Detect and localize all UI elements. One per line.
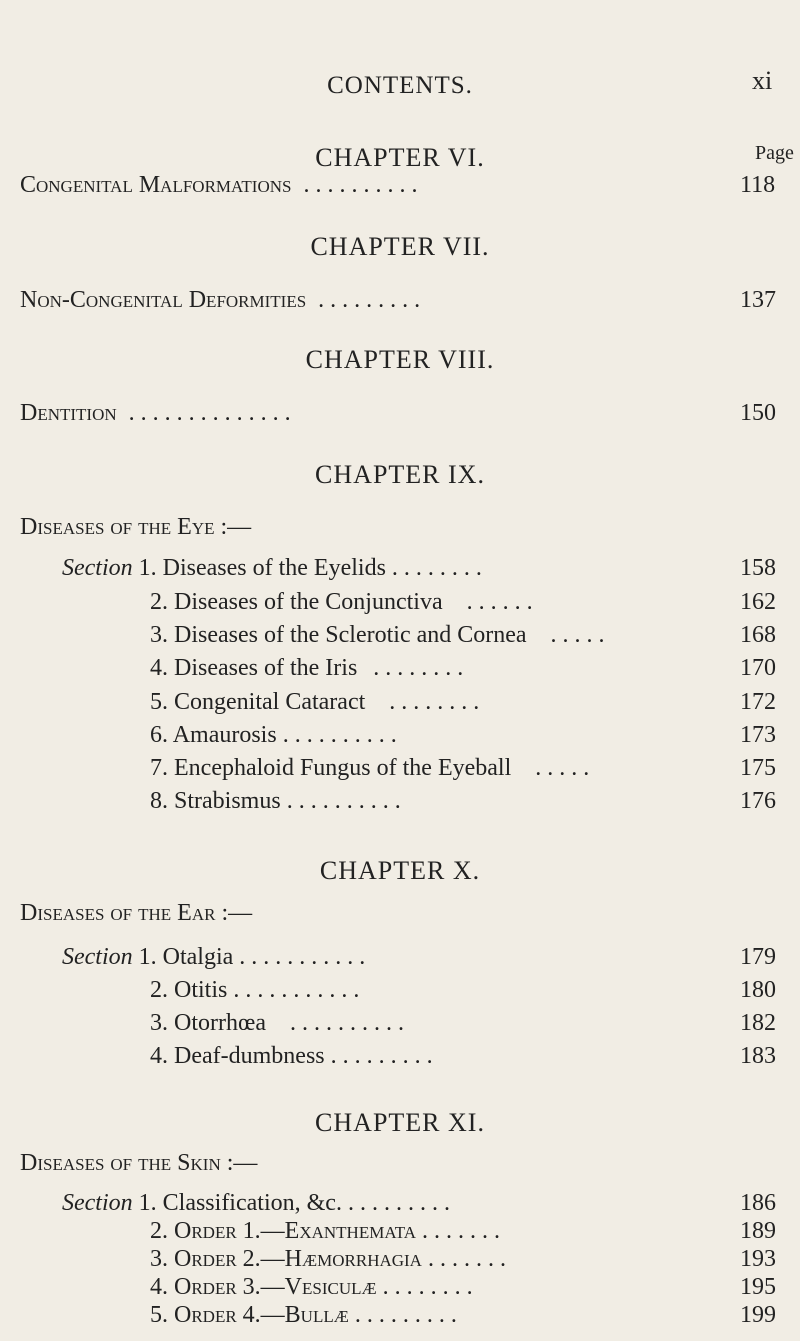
section-entry (62, 1190, 450, 1217)
leader-dots: . . . . . . . . (391, 555, 482, 581)
entry-page-number: 183 (740, 1043, 776, 1069)
entry-page-number: 186 (740, 1190, 776, 1216)
entry-page-number: 173 (740, 722, 776, 748)
entry-title: Non-Congenital Deformities (20, 287, 307, 313)
leader-dots: . . . . . . . . . (318, 287, 421, 313)
entry-page-number: 199 (740, 1302, 776, 1328)
section-entry (150, 1246, 506, 1273)
chapter-heading: CHAPTER X. (319, 856, 481, 885)
chapter-heading: CHAPTER VI. (315, 143, 485, 172)
leader-dots: . . . . . . . . (382, 1274, 473, 1300)
entry-page-number: 176 (740, 788, 776, 814)
section-label: Section (62, 1190, 133, 1216)
chapter-heading: CHAPTER IX. (315, 460, 485, 489)
entry-page-number: 150 (740, 400, 776, 426)
leader-dots: . . . . . . . . . . (303, 172, 418, 198)
entry-page-number: 162 (740, 589, 776, 615)
section-title: Order 4.—Bullæ (174, 1302, 349, 1328)
toc-entry (20, 287, 420, 314)
entry-page-number: 175 (740, 755, 776, 781)
section-entry: 8. Strabismus . . . . . . . . . . (150, 788, 401, 814)
leader-dots: . . . . . . . . . . . (233, 977, 360, 1003)
entry-page-number: 118 (740, 172, 776, 198)
section-entry: 3. Diseases of the Sclerotic and Cornea . . . . . (150, 622, 605, 648)
leader-dots: . . . . . . . . . (330, 1043, 433, 1069)
section-entry: 4. Diseases of the Iris . . . . . . . . (150, 655, 464, 681)
page-column-label: Page (755, 142, 794, 164)
section-title: Order 1.—Exanthemata (174, 1218, 417, 1244)
entry-page-number: 179 (740, 944, 776, 970)
section-entry (150, 1218, 500, 1245)
entry-page-number: 158 (740, 555, 776, 581)
leader-dots: . . . . . . . . . (347, 1190, 450, 1216)
chapter-heading: CHAPTER XI. (315, 1108, 485, 1137)
section-entry: 5. Congenital Cataract . . . . . . . . (150, 689, 480, 715)
entry-page-number: 193 (740, 1246, 776, 1272)
section-entry: 2. Otitis . . . . . . . . . . . (150, 977, 360, 1003)
leader-dots: . . . . . . . . (389, 689, 480, 715)
entry-page-number: 182 (740, 1010, 776, 1036)
entry-title: Congenital Malformations (20, 172, 292, 198)
section-number: 2. (150, 1218, 168, 1244)
section-number: 3. (150, 1246, 168, 1272)
section-entry (150, 1302, 457, 1329)
entry-page-number: 172 (740, 689, 776, 715)
chapter-subject: Diseases of the Eye :— (20, 514, 252, 540)
entry-page-number: 180 (740, 977, 776, 1003)
leader-dots: . . . . . . . (427, 1246, 506, 1272)
toc-entry (20, 172, 417, 199)
leader-dots: . . . . . . . . . . . (239, 944, 366, 970)
entry-page-number: 195 (740, 1274, 776, 1300)
leader-dots: . . . . . . (466, 589, 533, 615)
leader-dots: . . . . . . . . . . (289, 1010, 404, 1036)
section-entry: 6. Amaurosis . . . . . . . . . . (150, 722, 397, 748)
leader-dots: . . . . . . . . . . (286, 788, 401, 814)
entry-page-number: 170 (740, 655, 776, 681)
chapter-heading: CHAPTER VIII. (305, 345, 495, 374)
leader-dots: . . . . . . . . . (354, 1302, 457, 1328)
leader-dots: . . . . . . . (422, 1218, 501, 1244)
section-title: Order 2.—Hæmorrhagia (174, 1246, 422, 1272)
leader-dots: . . . . . . . . (373, 655, 464, 681)
entry-page-number: 137 (740, 287, 776, 313)
chapter-subject: Diseases of the Skin :— (20, 1150, 258, 1176)
chapter-heading: CHAPTER VII. (310, 232, 490, 261)
leader-dots: . . . . . . . . . . (282, 722, 397, 748)
section-entry: 4. Deaf-dumbness . . . . . . . . . (150, 1043, 433, 1069)
section-entry (150, 1274, 473, 1301)
entry-page-number: 189 (740, 1218, 776, 1244)
section-title: Classification, &c. (162, 1190, 342, 1216)
section-entry: Section 1. Otalgia . . . . . . . . . . . (62, 944, 366, 970)
section-number: 5. (150, 1302, 168, 1328)
entry-page-number: 168 (740, 622, 776, 648)
chapter-subject: Diseases of the Ear :— (20, 900, 253, 926)
entry-title: Dentition (20, 400, 117, 426)
running-header-title: CONTENTS. (327, 72, 473, 99)
toc-entry (20, 400, 291, 427)
section-number: 4. (150, 1274, 168, 1300)
section-entry: 3. Otorrhœa . . . . . . . . . . (150, 1010, 404, 1036)
leader-dots: . . . . . (535, 755, 590, 781)
leader-dots: . . . . . . . . . . . . . . (128, 400, 291, 426)
section-label: Section (62, 944, 133, 970)
section-entry: Section 1. Diseases of the Eyelids . . . . . . . . (62, 555, 482, 581)
section-label: Section (62, 555, 133, 581)
running-header-page-number: xi (752, 66, 773, 95)
section-title: Order 3.—Vesiculæ (174, 1274, 377, 1300)
section-entry: 2. Diseases of the Conjunctiva . . . . . . (150, 589, 533, 615)
section-number: 1. (138, 1190, 157, 1216)
leader-dots: . . . . . (550, 622, 605, 648)
section-entry: 7. Encephaloid Fungus of the Eyeball . . . . . (150, 755, 590, 781)
